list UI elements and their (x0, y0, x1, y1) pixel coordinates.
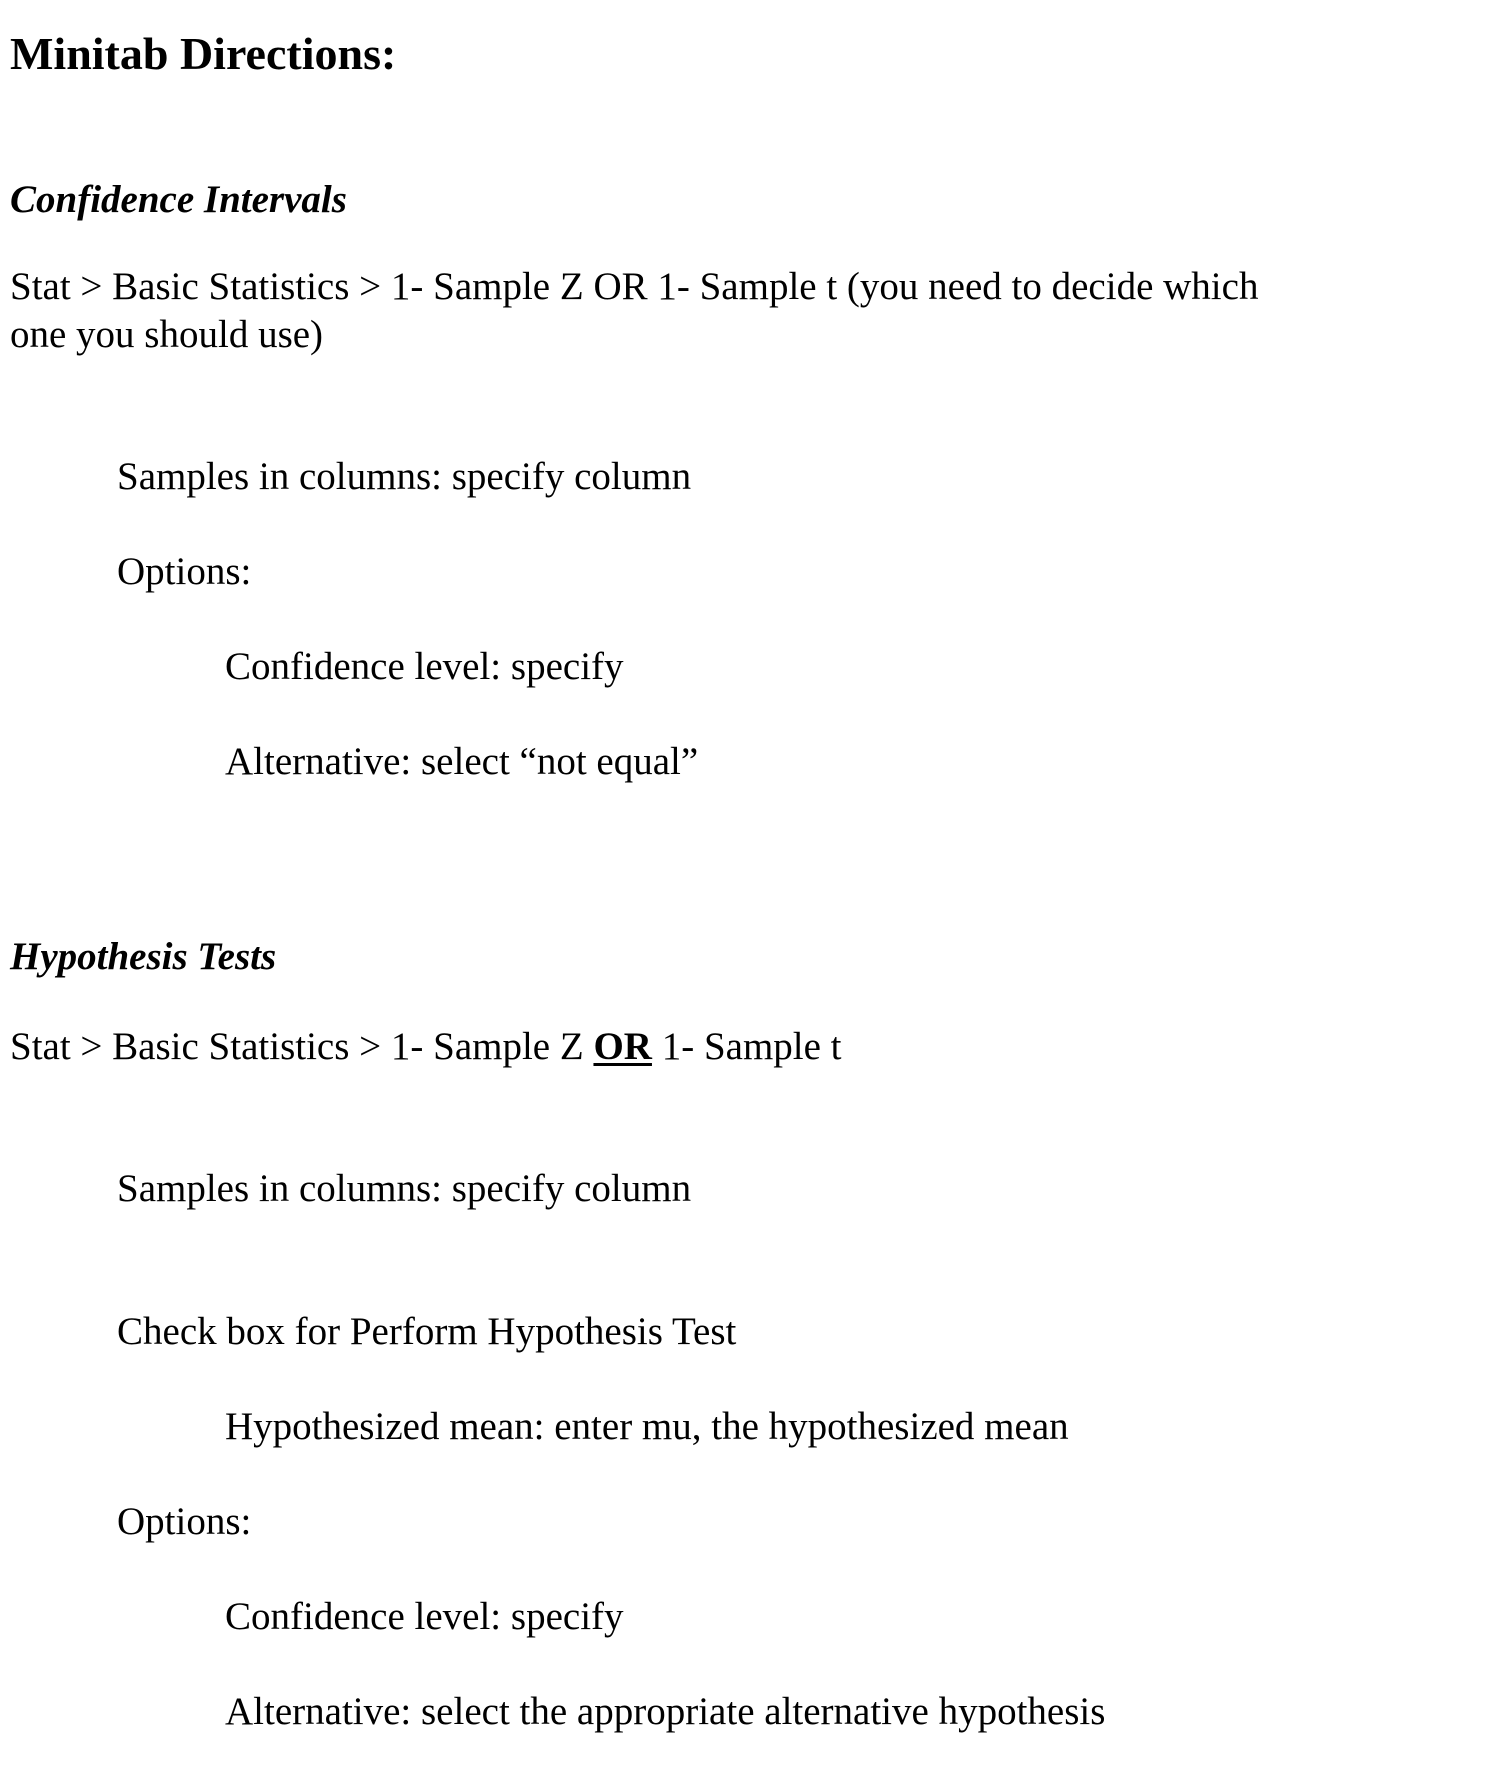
ci-alternative: Alternative: select “not equal” (225, 740, 699, 783)
ht-samples-instruction: Samples in columns: specify column (117, 1167, 692, 1210)
ht-hypothesized-mean: Hypothesized mean: enter mu, the hypothesized mean (225, 1405, 1069, 1448)
ht-confidence-level: Confidence level: specify (225, 1595, 624, 1638)
ht-check-box-instruction: Check box for Perform Hypothesis Test (117, 1310, 737, 1353)
confidence-intervals-heading: Confidence Intervals (10, 178, 347, 221)
ht-options-label: Options: (117, 1500, 252, 1543)
ht-menu-path-prefix: Stat > Basic Statistics > 1- Sample Z (10, 1025, 594, 1068)
ht-menu-path-or: OR (593, 1025, 652, 1068)
ht-menu-path (10, 1025, 842, 1070)
ci-menu-path-line2: one you should use) (10, 313, 324, 356)
hypothesis-tests-heading: Hypothesis Tests (10, 935, 277, 978)
document-title: Minitab Directions: (10, 28, 397, 79)
ht-alternative: Alternative: select the appropriate alternative hypothesis (225, 1690, 1106, 1733)
ht-menu-path-suffix: 1- Sample t (651, 1025, 842, 1068)
ci-samples-instruction: Samples in columns: specify column (117, 455, 692, 498)
ci-confidence-level: Confidence level: specify (225, 645, 624, 688)
ci-menu-path-line1: Stat > Basic Statistics > 1- Sample Z OR 1- Sample t (you need to decide which (10, 265, 1259, 308)
ci-options-label: Options: (117, 550, 252, 593)
